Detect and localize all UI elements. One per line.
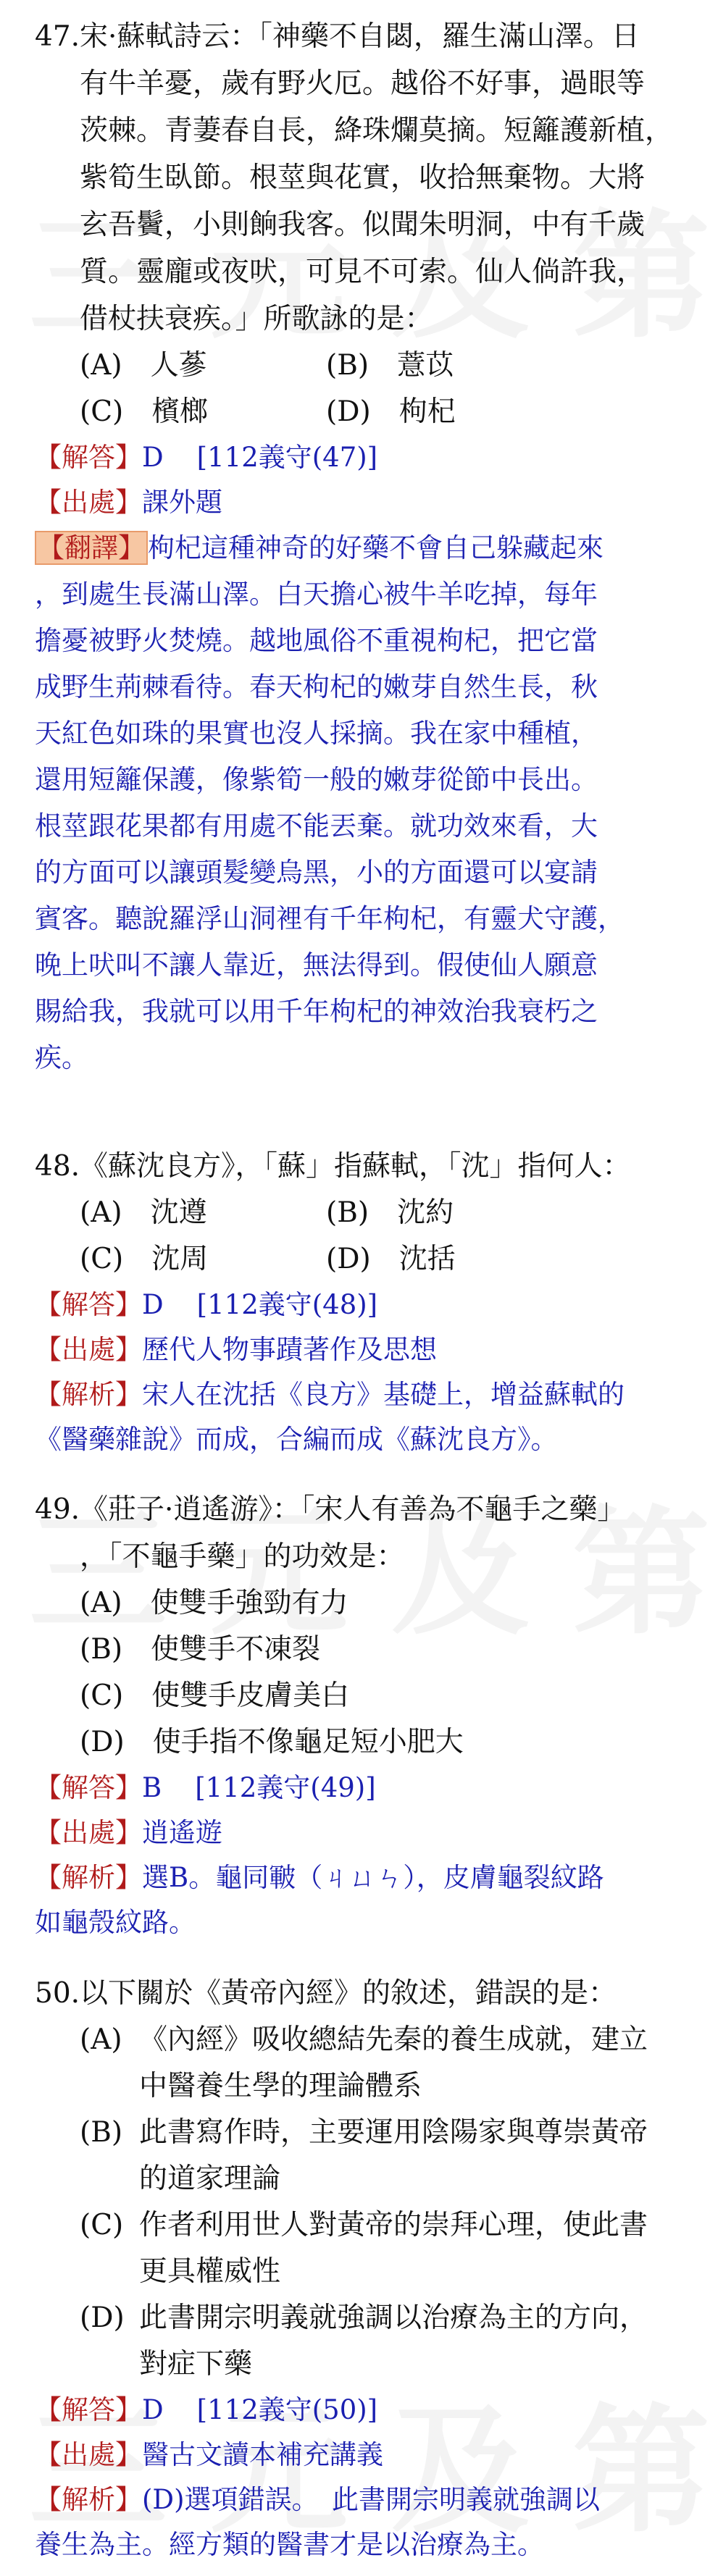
answer-tag: 【解答】 (35, 1289, 142, 1320)
option-line: 中醫養生學的理論體系 (139, 2070, 422, 2102)
stem-line: 紫筍生臥節。根莖與花實，收拾無棄物。大將 (80, 161, 646, 194)
source-line (35, 2433, 687, 2478)
answer-value: B (142, 1772, 162, 1803)
option-b: (B) 使雙手不凍裂 (80, 1633, 321, 1666)
translation-line: 疾。 (35, 1042, 88, 1073)
option-c (80, 2202, 687, 2295)
stem-line: 宋·蘇軾詩云：「神藥不自閟，羅生滿山澤。日 (80, 20, 640, 53)
option-line: 的道家理論 (139, 2162, 281, 2195)
option-a: (A) 沈遵 (80, 1196, 207, 1229)
question-47 (35, 13, 687, 1081)
source-line (35, 1811, 687, 1855)
explanation-line: 如龜殼紋路。 (35, 1907, 196, 1938)
answer-line (35, 435, 687, 480)
translation-line: 根莖跟花果都有用處不能丟棄。就功效來看，大 (35, 810, 598, 842)
source-tag: 【出處】 (35, 2439, 142, 2470)
explanation-tag: 【解析】 (35, 2484, 142, 2515)
source-tag: 【出處】 (35, 1334, 142, 1365)
option-label: (C) (80, 2209, 124, 2241)
source-value: 歷代人物事蹟著作及思想 (142, 1334, 437, 1365)
translation-line: 還用短籬保護，像紫筍一般的嫩芽從節中長出。 (35, 764, 598, 795)
options (35, 1190, 687, 1283)
option-line: 此書寫作時，主要運用陰陽家與尊崇黃帝 (139, 2116, 648, 2149)
stem-line: 《莊子·逍遙游》：「宋人有善為不龜手之藥」 (80, 1493, 626, 1526)
source-line (35, 480, 687, 525)
option-a: (A) 使雙手強勁有力 (80, 1587, 348, 1619)
option-d: (D) 枸杞 (326, 395, 456, 428)
answer-tag: 【解答】 (35, 442, 142, 473)
stem-line: 以下關於《黃帝內經》的敘述，錯誤的是： (80, 1977, 617, 2010)
question-stem (35, 1970, 687, 2017)
answer-value: D (142, 442, 164, 473)
answer-value: D (142, 2394, 164, 2425)
explanation-tag: 【解析】 (35, 1862, 142, 1893)
translation-block (35, 525, 687, 1081)
stem-line: 質。靈龐或夜吠，可見不可索。仙人倘許我， (80, 256, 646, 288)
question-49 (35, 1486, 687, 1945)
explanation-line: 宋人在沈括《良方》基礎上，增益蘇軾的 (142, 1379, 625, 1410)
stem-line: 借杖扶衰疾。」所歌詠的是： (80, 303, 433, 335)
option-b (80, 2110, 687, 2202)
answer-value: D (142, 1289, 164, 1320)
source-tag: 【出處】 (35, 487, 142, 518)
translation-line: 晚上吠叫不讓人靠近，無法得到。假使仙人願意 (35, 949, 598, 981)
translation-line: 賜給我，我就可以用千年枸杞的神效治我衰朽之 (35, 996, 598, 1027)
options (35, 2017, 687, 2388)
option-d: (D) 使手指不像龜足短小肥大 (80, 1726, 464, 1758)
stem-line: 有牛羊憂，歲有野火厄。越俗不好事，過眼等 (80, 67, 646, 100)
option-line: 對症下藥 (139, 2348, 253, 2380)
option-c: (C) 沈周 (80, 1243, 209, 1275)
source-value: 課外題 (142, 487, 222, 518)
stem-line: 《蘇沈良方》，「蘇」指蘇軾，「沈」指何人： (80, 1150, 631, 1183)
question-number: 47. (35, 20, 80, 53)
question-48 (35, 1143, 687, 1462)
option-label: (A) (80, 2023, 122, 2056)
answer-line (35, 1766, 687, 1811)
options (35, 343, 687, 435)
translation-tag: 【翻譯】 (35, 531, 148, 565)
translation-line: 枸杞這種神奇的好藥不會自己躲藏起來 (148, 532, 604, 563)
translation-line: ，到處生長滿山澤。白天擔心被牛羊吃掉，每年 (35, 579, 598, 610)
option-line: 更具權威性 (139, 2255, 281, 2288)
option-c: (C) 使雙手皮膚美白 (80, 1679, 350, 1712)
source-value: 逍遙遊 (142, 1817, 222, 1848)
question-stem (35, 13, 687, 343)
translation-line: 賓客。聽說羅浮山洞裡有千年枸杞，有靈犬守護， (35, 903, 625, 934)
explanation-block (35, 2478, 687, 2567)
question-number: 48. (35, 1150, 80, 1183)
option-c: (C) 檳榔 (80, 395, 209, 428)
explanation-line: (D)選項錯誤。 此書開宗明義就強調以 (142, 2484, 601, 2515)
exam-reference: [112義守(47)] (196, 442, 378, 473)
exam-reference: [112義守(48)] (196, 1289, 378, 1320)
explanation-line: 選B。龜同皸（ㄐㄩㄣ），皮膚龜裂紋路 (142, 1862, 604, 1893)
option-line: 作者利用世人對黃帝的崇拜心理，使此書 (139, 2209, 648, 2241)
translation-line: 成野生荊棘看待。春天枸杞的嫩芽自然生長，秋 (35, 671, 598, 702)
question-stem (35, 1143, 687, 1190)
question-50 (35, 1970, 687, 2567)
option-line: 此書開宗明義就強調以治療為主的方向， (139, 2302, 648, 2334)
stem-line: 茨棘。青萋春自長，絳珠爛莫摘。短籬護新植， (80, 114, 674, 147)
exam-reference: [112義守(50)] (196, 2394, 378, 2425)
option-label: (B) (80, 2116, 123, 2149)
answer-line (35, 1283, 687, 1327)
options (35, 1580, 687, 1766)
option-d: (D) 沈括 (326, 1243, 456, 1275)
question-number: 50. (35, 1977, 80, 2010)
answer-tag: 【解答】 (35, 1772, 142, 1803)
translation-line: 擔憂被野火焚燒。越地風俗不重視枸杞，把它當 (35, 625, 598, 656)
translation-line: 天紅色如珠的果實也沒人採摘。我在家中種植， (35, 718, 598, 749)
translation-line: 的方面可以讓頭髮變烏黑，小的方面還可以宴請 (35, 857, 598, 888)
stem-line: 玄吾鬢，小則餉我客。似聞朱明洞，中有千歲 (80, 209, 646, 241)
explanation-block (35, 1372, 687, 1462)
option-line: 《內經》吸收總結先秦的養生成就，建立 (139, 2023, 648, 2056)
explanation-line: 《醫藥雜說》而成，合編而成《蘇沈良方》。 (35, 1424, 558, 1455)
option-a (80, 2017, 687, 2110)
source-line (35, 1327, 687, 1372)
explanation-block (35, 1855, 687, 1945)
stem-line: ，「不龜手藥」的功效是： (80, 1540, 405, 1573)
answer-line (35, 2388, 687, 2433)
source-tag: 【出處】 (35, 1817, 142, 1848)
option-label: (D) (80, 2302, 125, 2334)
option-b: (B) 沈約 (326, 1196, 454, 1229)
answer-tag: 【解答】 (35, 2394, 142, 2425)
explanation-line: 養生為主。經方類的醫書才是以治療為主。 (35, 2529, 544, 2560)
exam-reference: [112義守(49)] (195, 1772, 376, 1803)
option-d (80, 2295, 687, 2388)
option-a: (A) 人蔘 (80, 349, 207, 382)
question-stem (35, 1486, 687, 1580)
source-value: 醫古文讀本補充講義 (142, 2439, 383, 2470)
explanation-tag: 【解析】 (35, 1379, 142, 1410)
question-number: 49. (35, 1493, 80, 1526)
option-b: (B) 薏苡 (326, 349, 454, 382)
